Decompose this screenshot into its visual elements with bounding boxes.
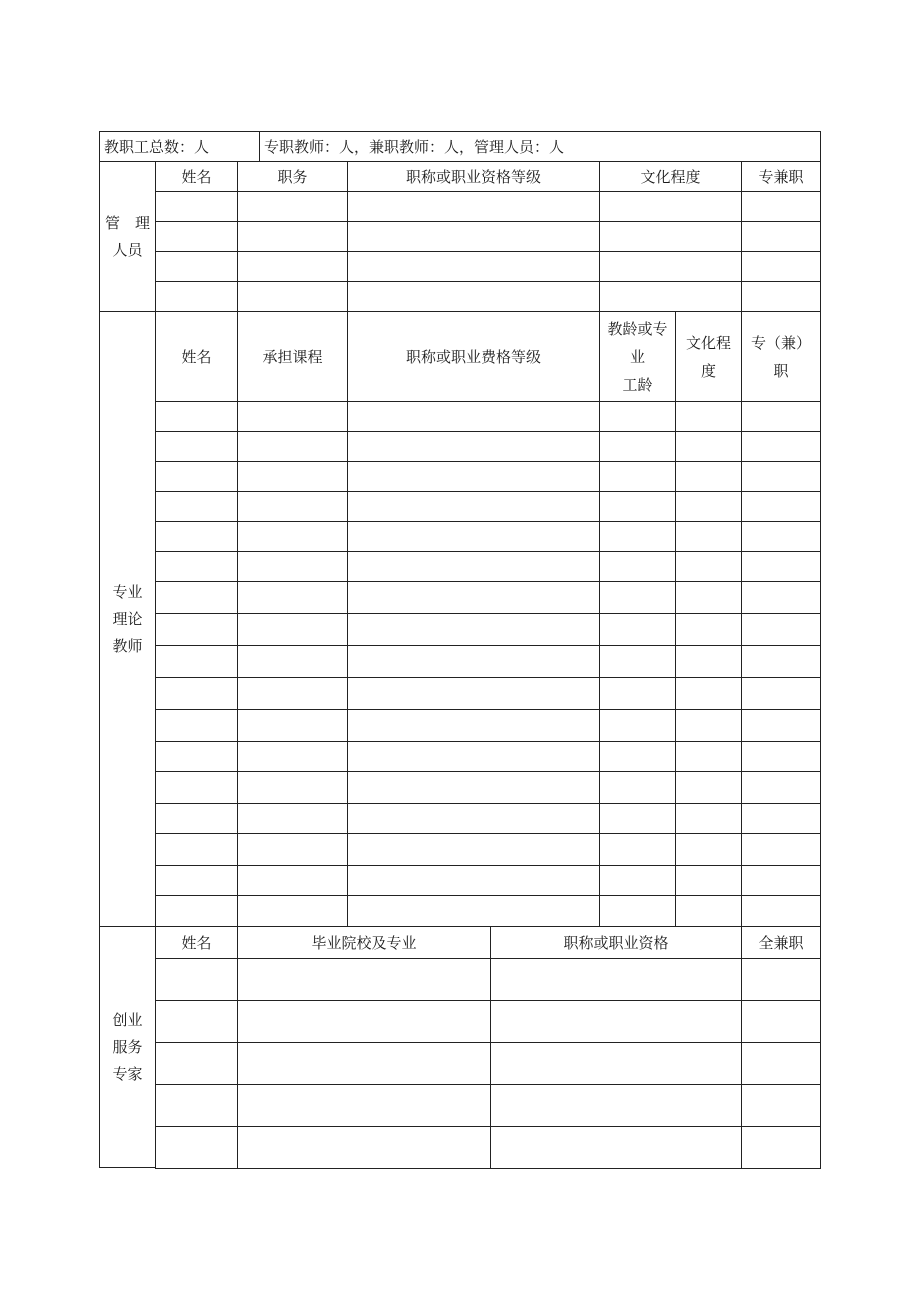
teacher-row-cell[interactable]: [155, 709, 238, 742]
teacher-row-cell[interactable]: [741, 803, 821, 834]
teacher-row-cell[interactable]: [599, 895, 676, 927]
teachers-header-status: 专（兼） 职: [741, 311, 821, 402]
management-label-line2: 人员: [112, 240, 143, 259]
teacher-row-cell[interactable]: [599, 677, 676, 710]
management-label-line1: 管 理: [104, 213, 150, 232]
teacher-row-cell[interactable]: [675, 895, 742, 927]
teacher-row-cell[interactable]: [155, 431, 238, 462]
teacher-row-cell[interactable]: [675, 741, 742, 772]
management-header-education: 文化程度: [599, 161, 742, 192]
teacher-row-cell[interactable]: [237, 461, 348, 492]
experts-header-title: 职称或职业资格: [490, 926, 742, 959]
teacher-row-cell[interactable]: [741, 491, 821, 522]
teachers-header-seniority: 教龄或专 业 工龄: [599, 311, 676, 402]
teacher-row-cell[interactable]: [347, 521, 600, 552]
teacher-row-cell[interactable]: [347, 401, 600, 432]
teacher-row-cell[interactable]: [741, 895, 821, 927]
expert-row-cell[interactable]: [490, 1042, 742, 1085]
management-row-cell[interactable]: [741, 191, 821, 222]
management-header-name: 姓名: [155, 161, 238, 192]
management-header-title: 职称或职业资格等级: [347, 161, 600, 192]
teacher-row-cell[interactable]: [675, 613, 742, 646]
teacher-row-cell[interactable]: [599, 803, 676, 834]
expert-row-cell[interactable]: [155, 1126, 238, 1169]
teacher-row-cell[interactable]: [237, 491, 348, 522]
teacher-row-cell[interactable]: [741, 581, 821, 614]
teacher-row-cell[interactable]: [741, 709, 821, 742]
management-row-cell[interactable]: [155, 221, 238, 252]
expert-row-cell[interactable]: [237, 1126, 491, 1169]
teacher-row-cell[interactable]: [599, 491, 676, 522]
teacher-row-cell[interactable]: [347, 833, 600, 866]
teacher-row-cell[interactable]: [675, 491, 742, 522]
teacher-row-cell[interactable]: [347, 431, 600, 462]
teacher-row-cell[interactable]: [675, 431, 742, 462]
teacher-row-cell[interactable]: [237, 401, 348, 432]
experts-label-line3: 专家: [112, 1064, 143, 1083]
teacher-row-cell[interactable]: [155, 491, 238, 522]
teacher-row-cell[interactable]: [675, 645, 742, 678]
teacher-row-cell[interactable]: [599, 461, 676, 492]
teacher-row-cell[interactable]: [155, 645, 238, 678]
teacher-row-cell[interactable]: [155, 771, 238, 804]
teacher-row-cell[interactable]: [237, 771, 348, 804]
teacher-row-cell[interactable]: [599, 865, 676, 896]
expert-row-cell[interactable]: [490, 1084, 742, 1127]
teacher-row-cell[interactable]: [347, 803, 600, 834]
teachers-header-title: 职称或职业费格等级: [347, 311, 600, 402]
teacher-row-cell[interactable]: [155, 895, 238, 927]
teacher-row-cell[interactable]: [155, 613, 238, 646]
management-row-cell[interactable]: [741, 281, 821, 312]
teacher-row-cell[interactable]: [155, 833, 238, 866]
teacher-row-cell[interactable]: [741, 401, 821, 432]
teacher-row-cell[interactable]: [237, 865, 348, 896]
experts-header-status: 全兼职: [741, 926, 821, 959]
teachers-section-label: [99, 311, 156, 927]
expert-row-cell[interactable]: [155, 1000, 238, 1043]
teacher-row-cell[interactable]: [237, 741, 348, 772]
expert-row-cell[interactable]: [741, 1084, 821, 1127]
experts-label-line2: 服务: [112, 1037, 143, 1056]
summary-total-cell: [99, 131, 260, 162]
teacher-row-cell[interactable]: [237, 431, 348, 462]
teacher-row-cell[interactable]: [675, 771, 742, 804]
teacher-row-cell[interactable]: [155, 551, 238, 582]
teacher-row-cell[interactable]: [237, 551, 348, 582]
teacher-row-cell[interactable]: [155, 461, 238, 492]
teacher-row-cell[interactable]: [599, 431, 676, 462]
expert-row-cell[interactable]: [237, 1000, 491, 1043]
management-section-label: [99, 161, 156, 312]
expert-row-cell[interactable]: [741, 1126, 821, 1169]
teacher-row-cell[interactable]: [741, 771, 821, 804]
teacher-row-cell[interactable]: [741, 551, 821, 582]
teacher-row-cell[interactable]: [741, 645, 821, 678]
teacher-row-cell[interactable]: [155, 401, 238, 432]
expert-row-cell[interactable]: [741, 958, 821, 1001]
teacher-row-cell[interactable]: [155, 865, 238, 896]
teacher-row-cell[interactable]: [675, 833, 742, 866]
teacher-row-cell[interactable]: [741, 613, 821, 646]
management-row-cell[interactable]: [237, 221, 348, 252]
expert-row-cell[interactable]: [155, 1084, 238, 1127]
teacher-row-cell[interactable]: [599, 551, 676, 582]
teacher-row-cell[interactable]: [675, 581, 742, 614]
summary-total-text: 教职工总数：人: [104, 137, 210, 156]
teacher-row-cell[interactable]: [347, 741, 600, 772]
management-row-cell[interactable]: [599, 221, 742, 252]
management-row-cell[interactable]: [237, 251, 348, 282]
teacher-row-cell[interactable]: [347, 895, 600, 927]
teacher-row-cell[interactable]: [675, 803, 742, 834]
teacher-row-cell[interactable]: [675, 865, 742, 896]
management-row-cell[interactable]: [741, 221, 821, 252]
teachers-label-line1: 专业: [112, 582, 143, 601]
teachers-header-course: 承担课程: [237, 311, 348, 402]
teacher-row-cell[interactable]: [237, 645, 348, 678]
teacher-row-cell[interactable]: [741, 431, 821, 462]
teacher-row-cell[interactable]: [347, 491, 600, 522]
expert-row-cell[interactable]: [490, 1000, 742, 1043]
expert-row-cell[interactable]: [237, 1042, 491, 1085]
experts-section-label: [99, 926, 156, 1168]
teacher-row-cell[interactable]: [741, 833, 821, 866]
teacher-row-cell[interactable]: [599, 401, 676, 432]
expert-row-cell[interactable]: [237, 1084, 491, 1127]
expert-row-cell[interactable]: [490, 958, 742, 1001]
teachers-header-education: 文化程 度: [675, 311, 742, 402]
teacher-row-cell[interactable]: [675, 709, 742, 742]
management-row-cell[interactable]: [599, 281, 742, 312]
teacher-row-cell[interactable]: [237, 677, 348, 710]
teacher-row-cell[interactable]: [237, 521, 348, 552]
teacher-row-cell[interactable]: [237, 895, 348, 927]
teachers-label-line3: 教师: [112, 636, 143, 655]
management-row-cell[interactable]: [347, 221, 600, 252]
teachers-label-line2: 理论: [112, 609, 143, 628]
teacher-row-cell[interactable]: [237, 803, 348, 834]
management-header-position: 职务: [237, 161, 348, 192]
teacher-row-cell[interactable]: [741, 865, 821, 896]
teacher-row-cell[interactable]: [599, 709, 676, 742]
experts-header-name: 姓名: [155, 926, 238, 959]
teacher-row-cell[interactable]: [155, 581, 238, 614]
teacher-row-cell[interactable]: [741, 521, 821, 552]
expert-row-cell[interactable]: [490, 1126, 742, 1169]
teachers-header-name: 姓名: [155, 311, 238, 402]
teacher-row-cell[interactable]: [741, 461, 821, 492]
management-row-cell[interactable]: [155, 281, 238, 312]
teacher-row-cell[interactable]: [675, 461, 742, 492]
management-row-cell[interactable]: [237, 191, 348, 222]
teacher-row-cell[interactable]: [741, 677, 821, 710]
management-row-cell[interactable]: [347, 191, 600, 222]
management-row-cell[interactable]: [347, 281, 600, 312]
management-row-cell[interactable]: [599, 191, 742, 222]
teacher-row-cell[interactable]: [347, 709, 600, 742]
teacher-row-cell[interactable]: [155, 741, 238, 772]
expert-row-cell[interactable]: [741, 1000, 821, 1043]
summary-breakdown-cell: [259, 131, 821, 162]
teacher-row-cell[interactable]: [347, 613, 600, 646]
management-row-cell[interactable]: [155, 191, 238, 222]
teacher-row-cell[interactable]: [599, 771, 676, 804]
teacher-row-cell[interactable]: [347, 461, 600, 492]
teacher-row-cell[interactable]: [155, 803, 238, 834]
teacher-row-cell[interactable]: [237, 709, 348, 742]
teacher-row-cell[interactable]: [237, 833, 348, 866]
experts-label-line1: 创业: [112, 1010, 143, 1029]
teacher-row-cell[interactable]: [599, 581, 676, 614]
teacher-row-cell[interactable]: [347, 645, 600, 678]
teacher-row-cell[interactable]: [155, 521, 238, 552]
teacher-row-cell[interactable]: [675, 551, 742, 582]
management-row-cell[interactable]: [237, 281, 348, 312]
teacher-row-cell[interactable]: [599, 645, 676, 678]
expert-row-cell[interactable]: [237, 958, 491, 1001]
teacher-row-cell[interactable]: [741, 741, 821, 772]
teacher-row-cell[interactable]: [237, 581, 348, 614]
teacher-row-cell[interactable]: [347, 677, 600, 710]
expert-row-cell[interactable]: [741, 1042, 821, 1085]
teacher-row-cell[interactable]: [155, 677, 238, 710]
teacher-row-cell[interactable]: [347, 865, 600, 896]
teacher-row-cell[interactable]: [675, 521, 742, 552]
management-row-cell[interactable]: [347, 251, 600, 282]
teacher-row-cell[interactable]: [599, 613, 676, 646]
management-header-status: 专兼职: [741, 161, 821, 192]
teacher-row-cell[interactable]: [347, 771, 600, 804]
teacher-row-cell[interactable]: [599, 521, 676, 552]
teacher-row-cell[interactable]: [237, 613, 348, 646]
teacher-row-cell[interactable]: [599, 833, 676, 866]
expert-row-cell[interactable]: [155, 958, 238, 1001]
management-row-cell[interactable]: [741, 251, 821, 282]
experts-header-school: 毕业院校及专业: [237, 926, 491, 959]
management-row-cell[interactable]: [155, 251, 238, 282]
teacher-row-cell[interactable]: [347, 581, 600, 614]
management-row-cell[interactable]: [599, 251, 742, 282]
teacher-row-cell[interactable]: [599, 741, 676, 772]
teacher-row-cell[interactable]: [675, 677, 742, 710]
teacher-row-cell[interactable]: [675, 401, 742, 432]
summary-breakdown-text: 专职教师：人，兼职教师：人，管理人员：人: [264, 137, 565, 156]
expert-row-cell[interactable]: [155, 1042, 238, 1085]
teacher-row-cell[interactable]: [347, 551, 600, 582]
